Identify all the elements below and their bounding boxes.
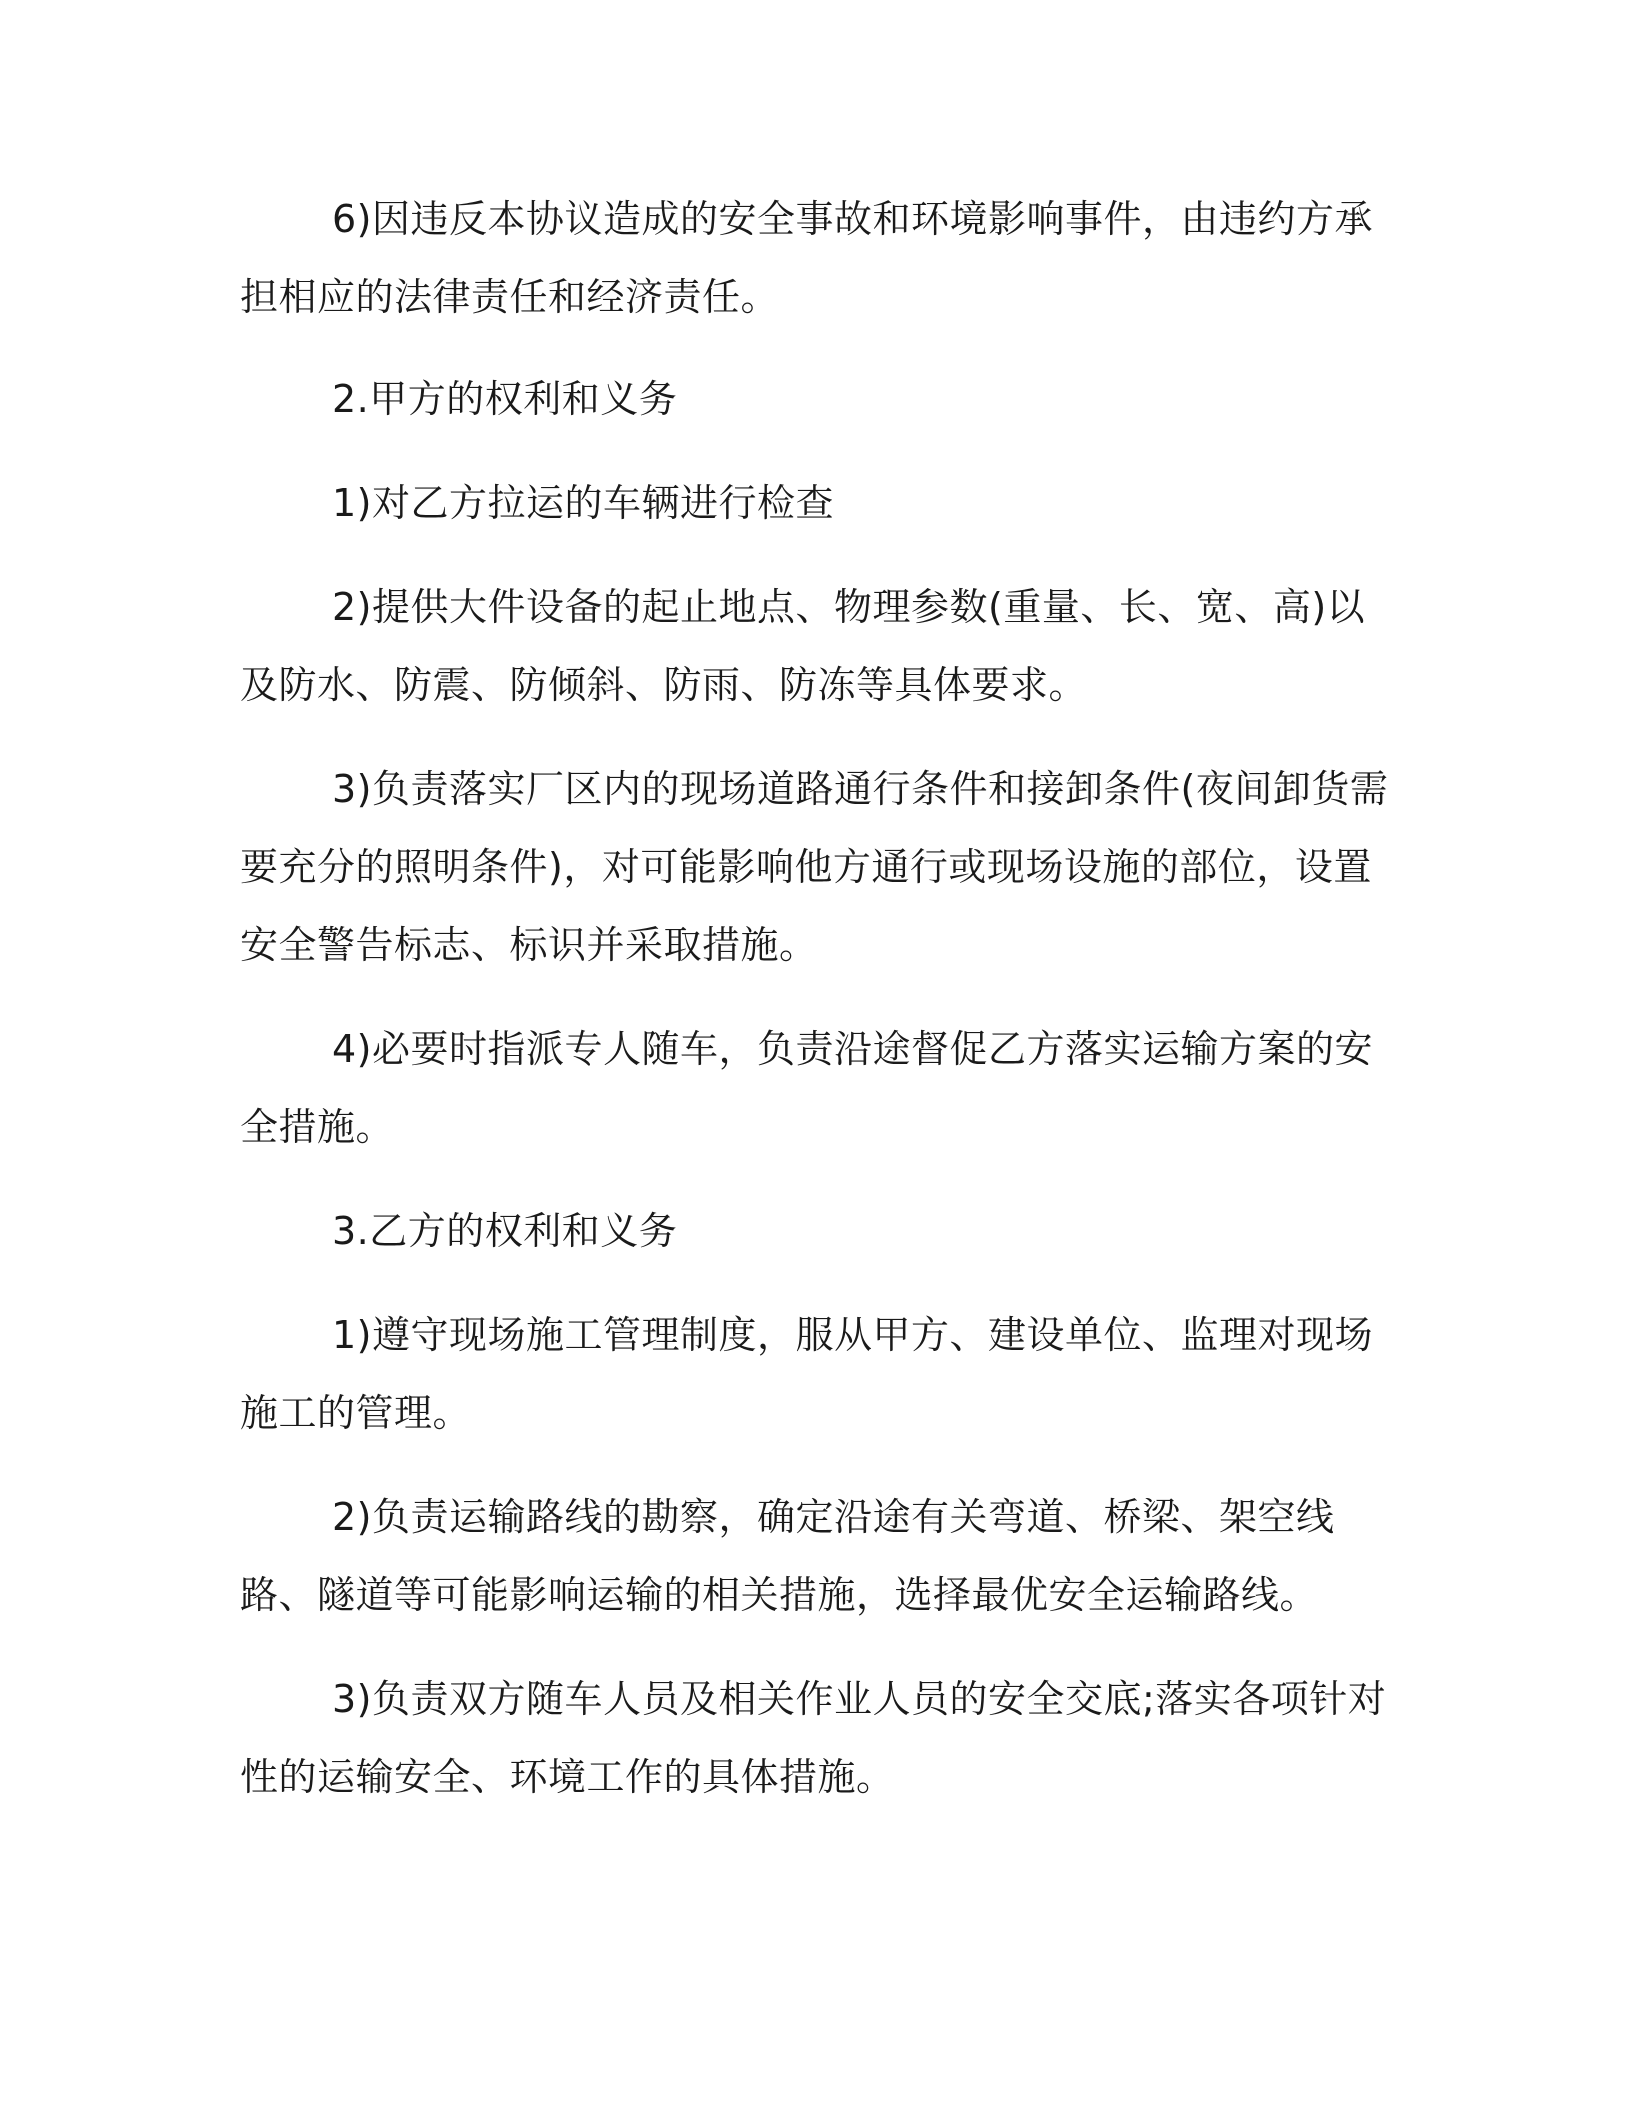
section-heading-party-a: 2.甲方的权利和义务	[332, 377, 678, 421]
paragraph-party-a-item-3: 3)负责落实厂区内的现场道路通行条件和接卸条件(夜间卸货需要充分的照明条件)，对可能影响他方通行或现场设施的部位，设置安全警告标志、标识并采取措施。	[240, 767, 1389, 967]
paragraph-party-a-item-4: 4)必要时指派专人随车，负责沿途督促乙方落实运输方案的安全措施。	[240, 1027, 1374, 1149]
paragraph-party-a-item-2: 2)提供大件设备的起止地点、物理参数(重量、长、宽、高)以及防水、防震、防倾斜、防雨、防冻等具体要求。	[240, 585, 1366, 707]
paragraph-party-b-item-2: 2)负责运输路线的勘察，确定沿途有关弯道、桥梁、架空线路、隧道等可能影响运输的相关措施，选择最优安全运输路线。	[240, 1495, 1335, 1617]
paragraph-party-b-item-1: 1)遵守现场施工管理制度，服从甲方、建设单位、监理对现场施工的管理。	[240, 1313, 1374, 1435]
paragraph-breach-liability: 6)因违反本协议造成的安全事故和环境影响事件，由违约方承担相应的法律责任和经济责任。	[240, 197, 1374, 319]
section-heading-party-b: 3.乙方的权利和义务	[332, 1209, 678, 1253]
paragraph-party-b-item-3: 3)负责双方随车人员及相关作业人员的安全交底;落实各项针对性的运输安全、环境工作的具体措施。	[240, 1677, 1387, 1799]
paragraph-party-a-item-1: 1)对乙方拉运的车辆进行检查	[332, 481, 835, 525]
